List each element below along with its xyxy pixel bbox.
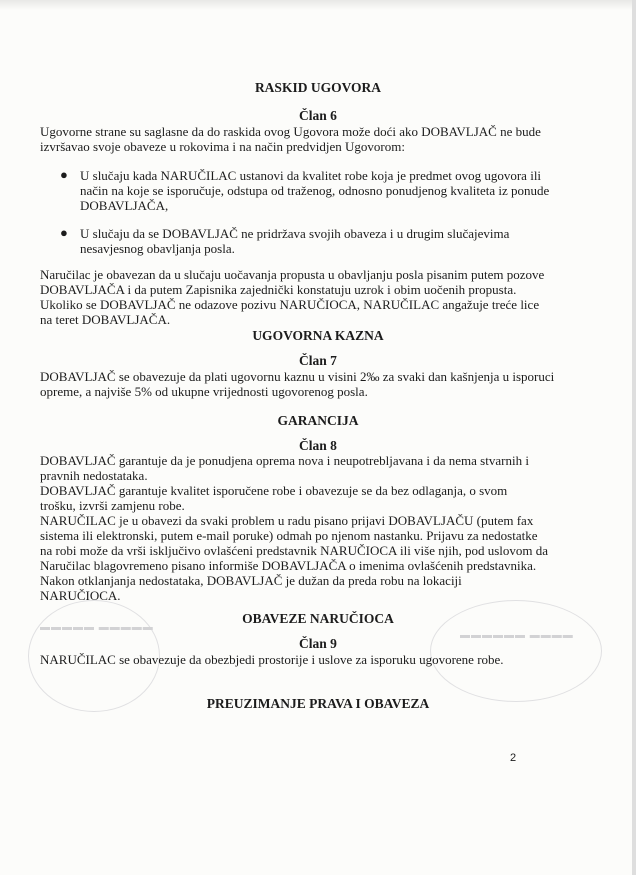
paragraph-line: DOBAVLJAČ garantuje da je ponudjena oprema nova i neupotrebljavana i da nema stvarnih i <box>40 453 529 468</box>
section-heading: PREUZIMANJE PRAVA I OBAVEZA <box>206 696 430 711</box>
paragraph-line: trošku, izvrši zamjenu robe. <box>40 498 185 513</box>
page-number: 2 <box>510 752 517 764</box>
paragraph-line: DOBAVLJAČ garantuje kvalitet isporučene robe i obavezuje se da bez odlaganja, o svom <box>40 483 508 498</box>
article-number: Član 7 <box>299 353 337 368</box>
bullet-icon: ● <box>60 225 68 240</box>
bullet-line: U slučaju kada NARUČILAC ustanovi da kvalitet robe koja je predmet ovog ugovora ili <box>80 168 542 183</box>
paragraph-line: Ukoliko se DOBAVLJAČ ne odazove pozivu NARUČIOCA, NARUČILAC angažuje treće lice <box>40 297 540 312</box>
paragraph-line: izvršavao svoje obaveze u rokovima i na način predvidjen Ugovorom: <box>40 139 405 154</box>
paragraph-line: DOBAVLJAČA i da putem Zapisnika zajednički konstatuju uzrok i obim uočenih propusta. <box>40 282 517 297</box>
section-heading: GARANCIJA <box>277 413 359 428</box>
bleed-through-text: ▬▬▬▬▬▬ ▬▬▬▬ <box>460 630 574 641</box>
article-number: Član 8 <box>299 438 337 453</box>
section-heading: OBAVEZE NARUČIOCA <box>242 611 394 626</box>
bullet-line: U slučaju da se DOBAVLJAČ ne pridržava svojih obaveza i u drugim slučajevima <box>80 226 510 241</box>
bullet-line: nesavjesnog obavljanja posla. <box>80 241 235 256</box>
bullet-icon: ● <box>60 167 68 182</box>
article-number: Član 6 <box>299 108 337 123</box>
section-heading: UGOVORNA KAZNA <box>252 328 384 343</box>
bleed-through-text: ▬▬▬▬▬ ▬▬▬▬▬ <box>40 622 154 633</box>
bullet-line: DOBAVLJAČA, <box>80 198 169 213</box>
paragraph-line: Ugovorne strane su saglasne da do raskida ovog Ugovora može doći ako DOBAVLJAČ ne bude <box>40 124 541 139</box>
paragraph-line: pravnih nedostataka. <box>40 468 148 483</box>
scan-shadow <box>0 0 636 10</box>
paragraph-line: NARUČIOCA. <box>40 588 121 603</box>
paragraph-line: sistema ili elektronski, putem e-mail poruke) odmah po njenom nastanku. Prijavu za nedostatke <box>40 528 538 543</box>
paragraph-line: NARUČILAC se obavezuje da obezbjedi prostorije i uslove za isporuku ugovorene robe. <box>40 652 504 667</box>
paragraph-line: na robi može da vrši isključivo ovlašćeni predstavnik NARUČIOCA ili više njih, pod uslovom da <box>40 543 549 558</box>
paragraph-line: Nakon otklanjanja nedostataka, DOBAVLJAČ je dužan da preda robu na lokaciji <box>40 573 462 588</box>
paragraph-line: NARUČILAC je u obavezi da svaki problem u radu pisano prijavi DOBAVLJAČU (putem fax <box>40 513 534 528</box>
section-heading: RASKID UGOVORA <box>254 80 382 95</box>
paragraph-line: opreme, a najviše 5% od ukupne vrijednosti ugovorenog posla. <box>40 384 368 399</box>
paragraph-line: DOBAVLJAČ se obavezuje da plati ugovornu kaznu u visini 2‰ za svaki dan kašnjenja u isporuci <box>40 369 555 384</box>
bullet-line: način na koje se isporučuje, odstupa od traženog, odnosno ponudjenog kvaliteta iz ponude <box>80 183 550 198</box>
paragraph-line: Naručilac blagovremeno pisano informiše DOBAVLJAČA o imenima ovlašćenih predstavnika. <box>40 558 537 573</box>
article-number: Član 9 <box>299 636 337 651</box>
paragraph-line: Naručilac je obavezan da u slučaju uočavanja propusta u obavljanju posla pisanim putem pozove <box>40 267 545 282</box>
paragraph-line: na teret DOBAVLJAČA. <box>40 312 171 327</box>
